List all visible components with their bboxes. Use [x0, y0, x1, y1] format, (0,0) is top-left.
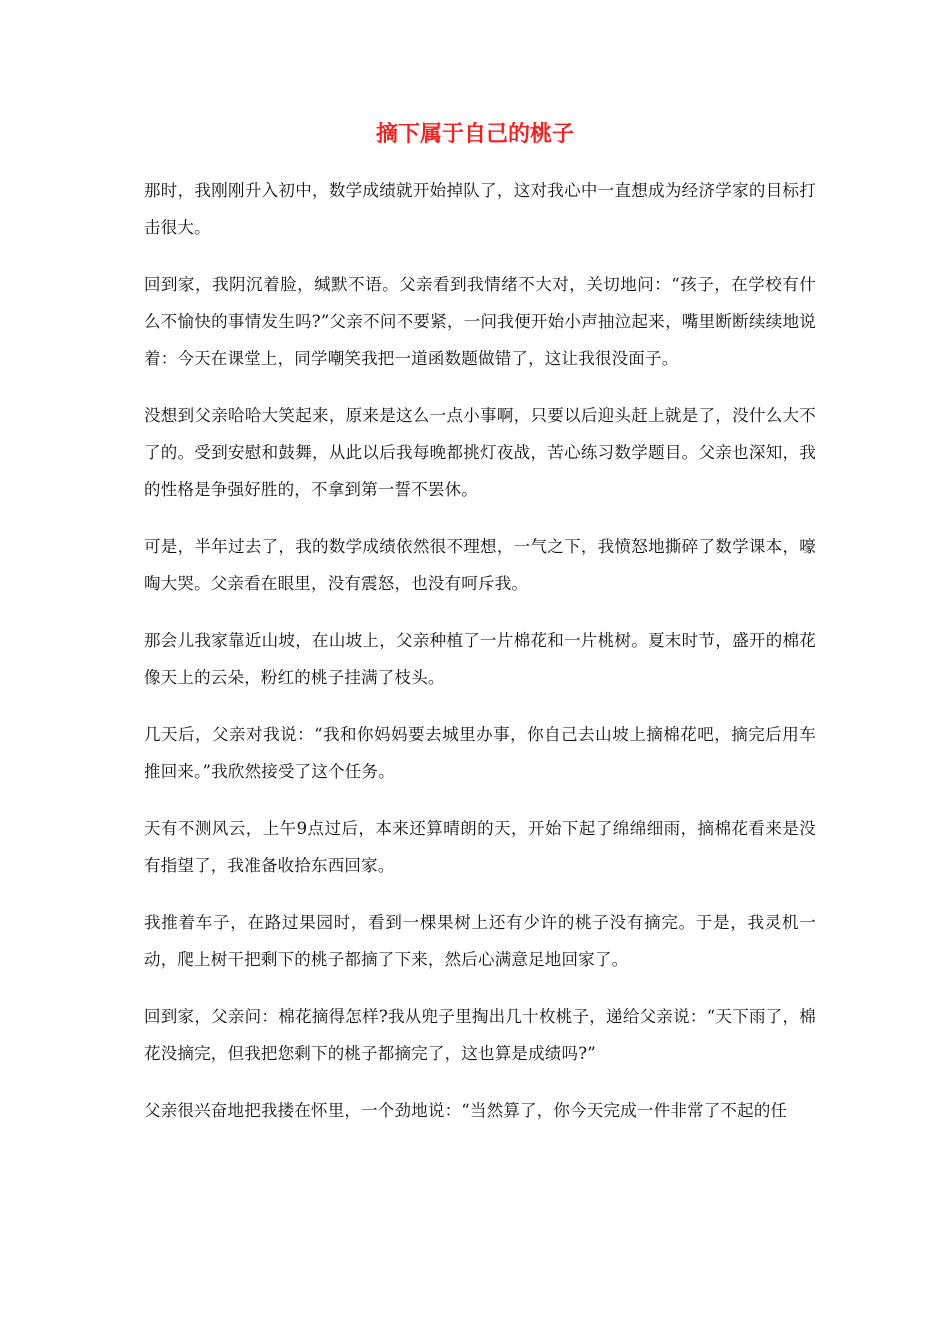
paragraph-5: 那会儿我家靠近山坡，在山坡上，父亲种植了一片棉花和一片桃树。夏末时节，盛开的棉花像天上的云朵，粉红的桃子挂满了枝头。: [144, 631, 816, 687]
paragraph-1: 那时，我刚刚升入初中，数学成绩就开始掉队了，这对我心中一直想成为经济学家的目标打击很大。: [144, 181, 816, 237]
paragraph-3: 没想到父亲哈哈大笑起来，原来是这么一点小事啊，只要以后迎头赶上就是了，没什么大不了的。受到安慰和鼓舞，从此以后我每晚都挑灯夜战，苦心练习数学题目。父亲也深知，我的性格是争强好胜的，不拿到第一誓不罢休。: [144, 406, 816, 499]
document-title: 摘下属于自己的桃子: [375, 122, 574, 147]
paragraph-6: 几天后，父亲对我说：“我和你妈妈要去城里办事，你自己去山坡上摘棉花吧，摘完后用车推回来。”我欣然接受了这个任务。: [144, 725, 816, 781]
paragraph-2: 回到家，我阴沉着脸，缄默不语。父亲看到我情绪不大对，关切地问：“孩子，在学校有什么不愉快的事情发生吗?”父亲不问不要紧，一问我便开始小声抽泣起来，嘴里断断续续地说着：今天在课堂上，同学嘲笑我把一道函数题做错了，这让我很没面子。: [144, 275, 816, 368]
paragraph-7: 天有不测风云，上午9点过后，本来还算晴朗的天，开始下起了绵绵细雨，摘棉花看来是没有指望了，我准备收拾东西回家。: [144, 819, 816, 875]
paragraph-10: 父亲很兴奋地把我搂在怀里，一个劲地说：“当然算了，你今天完成一件非常了不起的任: [144, 1101, 788, 1120]
document-body: [144, 172, 816, 1149]
paragraph-9: 回到家，父亲问：棉花摘得怎样?我从兜子里掏出几十枚桃子，递给父亲说：“天下雨了，棉花没摘完，但我把您剩下的桃子都摘完了，这也算是成绩吗?”: [144, 1007, 816, 1063]
paragraph-4: 可是，半年过去了，我的数学成绩依然很不理想，一气之下，我愤怒地撕碎了数学课本，嚎啕大哭。父亲看在眼里，没有震怒，也没有呵斥我。: [144, 537, 816, 593]
paragraph-8: 我推着车子，在路过果园时，看到一棵果树上还有少许的桃子没有摘完。于是，我灵机一动，爬上树干把剩下的桃子都摘了下来，然后心满意足地回家了。: [144, 913, 816, 969]
